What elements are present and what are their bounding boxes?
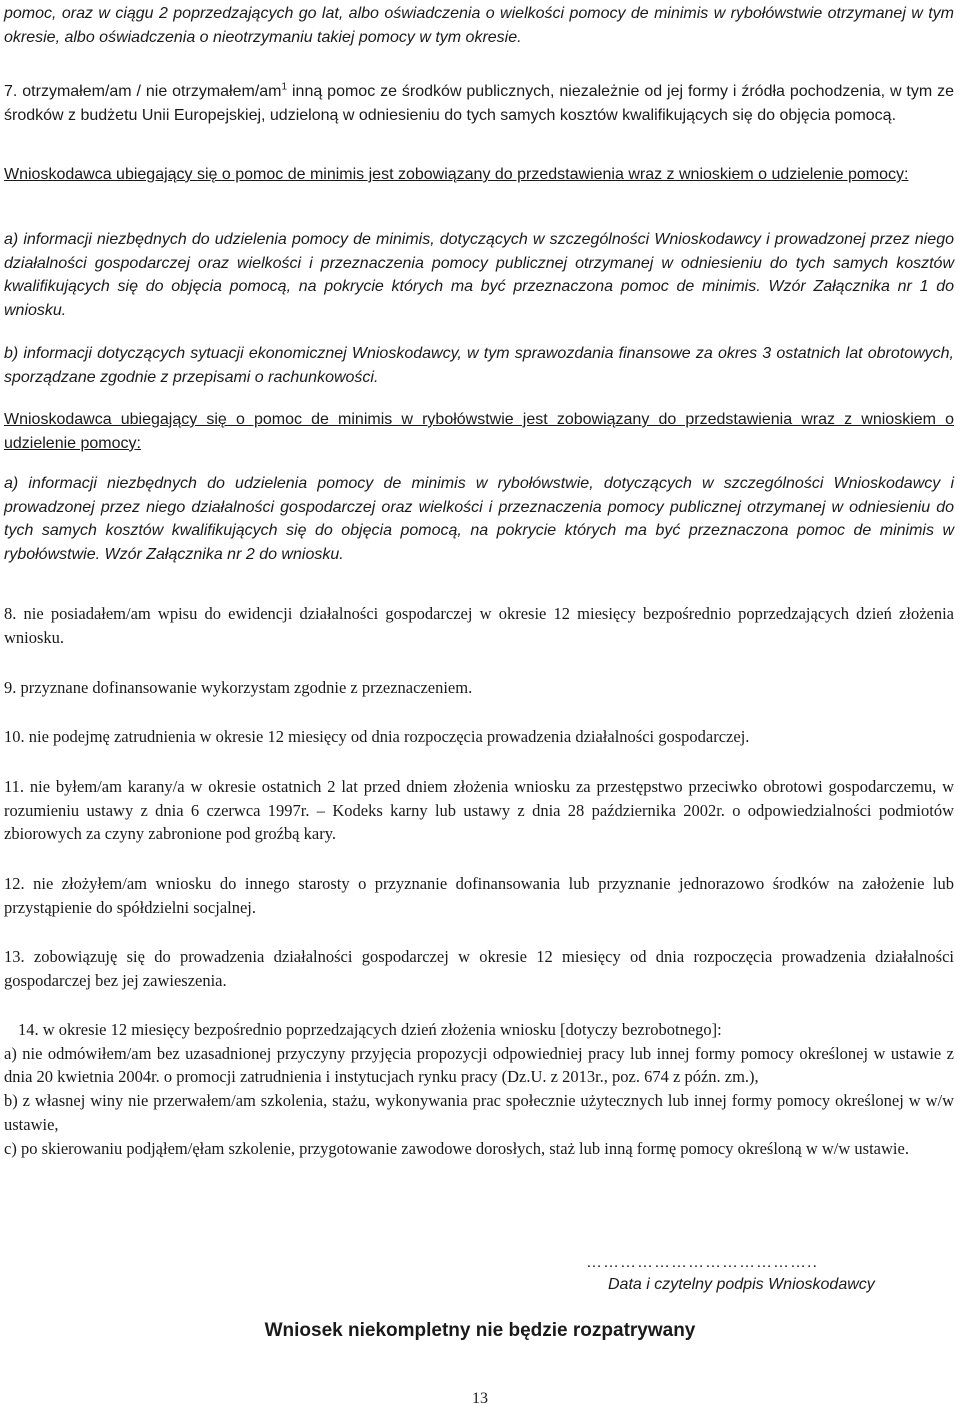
item-7-number: 7.: [4, 83, 18, 100]
item-12: 12. nie złożyłem/am wniosku do innego starosty o przyznanie dofinansowania lub przyznanie jednorazowo środków na założenie lub przystąpienie do spółdzielni socjalnej.: [4, 874, 954, 917]
item-14-b: b) z własnej winy nie przerwałem/am szkolenia, stażu, wykonywania prac społecznie użytecznych lub innej formy pomocy określonej w w/w ustawie,: [4, 1091, 954, 1134]
item-7-part2: inną pomoc ze środków publicznych, niezależnie od jej formy i źródła pochodzenia, w tym ze środków z budżetu Unii Europejskiej, udzieloną w odniesieniu do tych samych kosztów kwalifikujących się do objęcia pomocą.: [4, 83, 954, 124]
item-14-c: c) po skierowaniu podjąłem/ęłam szkolenie, przygotowanie zawodowe dorosłych, staż lub inną formę pomocy określoną w w/w ustawie.: [4, 1138, 909, 1158]
item-10: 10. nie podejmę zatrudnienia w okresie 12 miesięcy od dnia rozpoczęcia prowadzenia działalności gospodarczej.: [4, 727, 750, 746]
page-number: 13: [472, 1390, 488, 1407]
item-11: 11. nie byłem/am karany/a w okresie ostatnich 2 lat przed dniem złożenia wniosku za przestępstwo przeciwko obrotowi gospodarczemu, w rozumieniu ustawy z dnia 6 czerwca 1997r. – Kodeks karny lub ustawy z dnia 28 października 2002r. o odpowiedzialności podmiotów zbiorowych za czyny zabronione pod groźbą kary.: [4, 777, 954, 844]
item-7: [4, 80, 954, 127]
item-8: 8. nie posiadałem/am wpisu do ewidencji działalności gospodarczej w okresie 12 miesięcy bezpośrednio poprzedzających dzień złożenia wniosku.: [4, 604, 954, 647]
item-14-header: 14. w okresie 12 miesięcy bezpośrednio poprzedzających dzień złożenia wniosku [dotyczy bezrobotnego]:: [18, 1020, 722, 1039]
signature-label: Data i czytelny podpis Wnioskodawcy: [608, 1276, 875, 1293]
requirement-2-a: a) informacji niezbędnych do udzielenia pomocy de minimis w rybołówstwie, dotyczących w szczególności Wnioskodawcy i prowadzonej przez niego działalności gospodarczej oraz wielkości i przeznaczenia pomocy publicznej otrzymanej w odniesieniu do tych samych kosztów kwalifikujących się do objęcia pomocą, na pokrycie których ma być przeznaczona pomoc de minimis w rybołówstwie. Wzór Załącznika nr 2 do wniosku.: [4, 475, 954, 564]
incomplete-application-note: Wniosek niekompletny nie będzie rozpatrywany: [264, 1320, 696, 1341]
signature-line: …………………………………..: [586, 1254, 818, 1271]
item-7-part1: otrzymałem/am / nie otrzymałem/am: [22, 83, 282, 100]
requirement-header-2: Wnioskodawca ubiegający się o pomoc de minimis w rybołówstwie jest zobowiązany do przedstawienia wraz z wnioskiem o udzielenie pomocy:: [4, 411, 954, 452]
item-14: [4, 1018, 954, 1160]
item-13: 13. zobowiązuję się do prowadzenia działalności gospodarczej w okresie 12 miesięcy od dnia rozpoczęcia prowadzenia działalności gospodarczej bez jej zawieszenia.: [4, 947, 954, 990]
intro-paragraph: pomoc, oraz w ciągu 2 poprzedzających go lat, albo oświadczenia o wielkości pomocy de minimis w rybołówstwie otrzymanej w tym okresie, albo oświadczenia o nieotrzymaniu takiej pomocy w tym okresie.: [4, 5, 954, 46]
requirement-header-1: Wnioskodawca ubiegający się o pomoc de minimis jest zobowiązany do przedstawienia wraz z wnioskiem o udzielenie pomocy:: [4, 166, 909, 183]
footnote-marker: 1: [281, 81, 288, 93]
requirement-1-b: b) informacji dotyczących sytuacji ekonomicznej Wnioskodawcy, w tym sprawozdania finansowe za okres 3 ostatnich lat obrotowych, sporządzane zgodnie z przepisami o rachunkowości.: [4, 345, 954, 386]
requirement-1-a: a) informacji niezbędnych do udzielenia pomocy de minimis, dotyczących w szczególności Wnioskodawcy i prowadzonej przez niego działalności gospodarczej oraz wielkości i przeznaczenia pomocy publicznej otrzymanej w odniesieniu do tych samych kosztów kwalifikujących się do objęcia pomocą, na pokrycie których ma być przeznaczona pomoc de minimis. Wzór Załącznika nr 1 do wniosku.: [4, 231, 954, 320]
item-9: 9. przyznane dofinansowanie wykorzystam zgodnie z przeznaczeniem.: [4, 678, 473, 697]
item-14-a: a) nie odmówiłem/am bez uzasadnionej przyczyny przyjęcia propozycji odpowiedniej pracy lub innej formy pomocy określonej w ustawie z dnia 20 kwietnia 2004r. o promocji zatrudnienia i instytucjach rynku pracy (Dz.U. z 2013r., poz. 674 z późn. zm.),: [4, 1043, 954, 1087]
